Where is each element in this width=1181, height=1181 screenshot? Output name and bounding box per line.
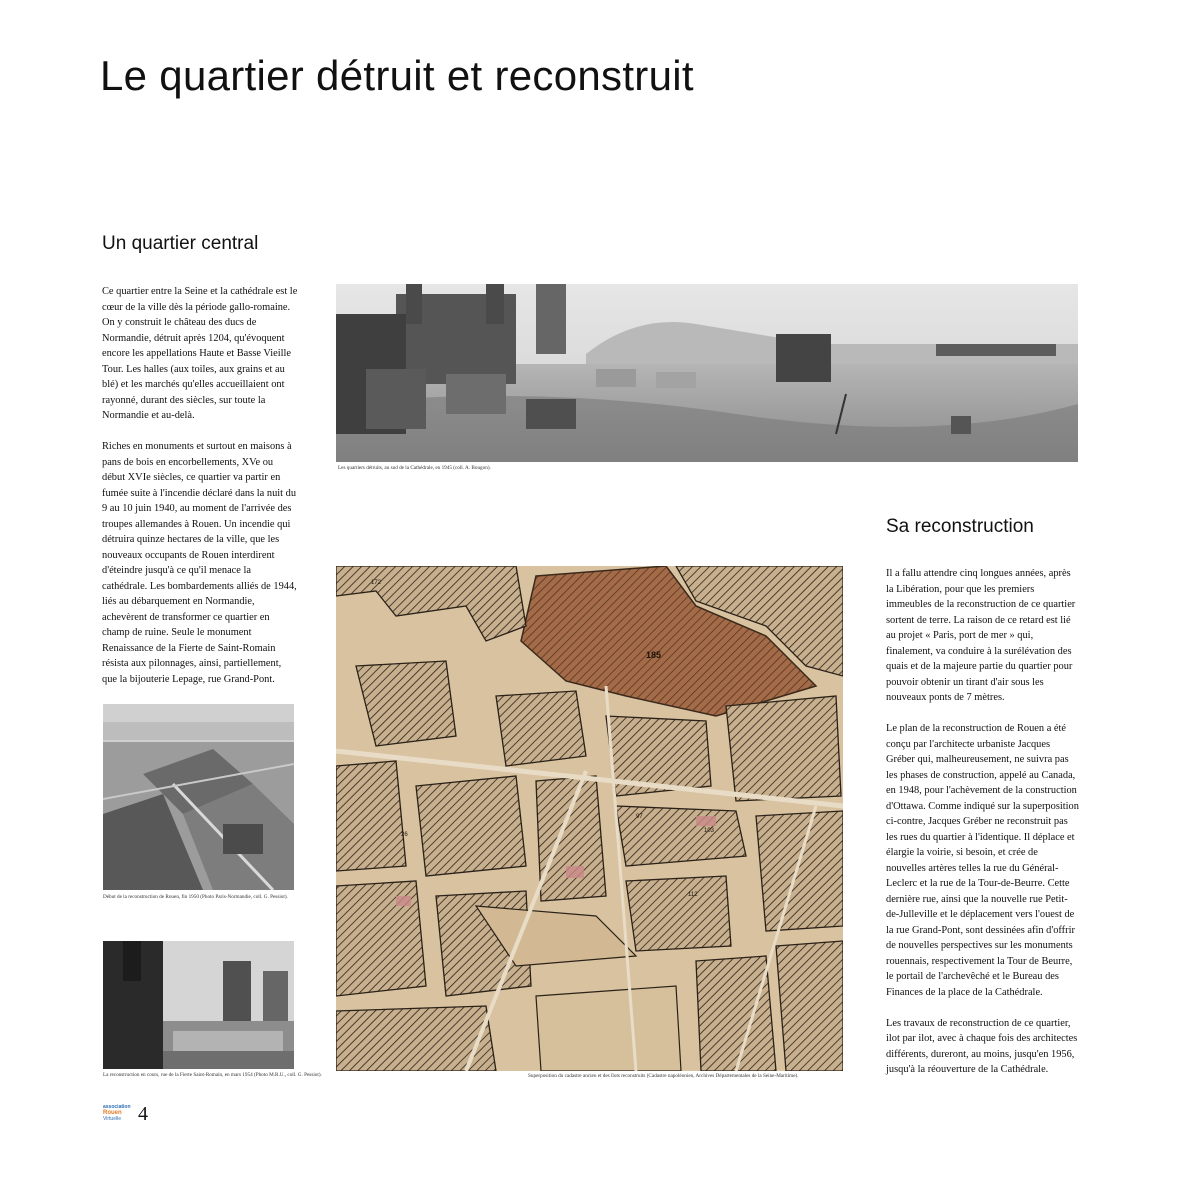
street-image — [103, 941, 294, 1069]
street-caption: La reconstruction en cours, rue de la Fierte Saint-Romain, en mars 1954 (Photo M.R.U., coll. G. Pessiot). — [103, 1072, 322, 1078]
rouen-virtuelle-logo — [103, 1104, 137, 1124]
panorama-photo — [336, 284, 1078, 462]
section-heading-central: Un quartier central — [102, 233, 259, 254]
page-title: Le quartier détruit et reconstruit — [100, 52, 694, 99]
aerial-caption: Début de la reconstruction de Rouen, fin 1950 (Photo Paris-Normandie, coll. G. Pessiot). — [103, 894, 288, 900]
aerial-image — [103, 704, 294, 890]
map-label: 26 — [401, 832, 408, 838]
street-photo — [103, 941, 294, 1069]
page-number: 4 — [138, 1103, 148, 1125]
panorama-caption: Les quartiers détruits, au sud de la Cathédrale, en 1945 (coll. A. Bougon). — [338, 465, 491, 471]
reconstruction-text — [886, 566, 1080, 1093]
map-label: 97 — [636, 814, 643, 820]
cadastre-image — [336, 566, 843, 1071]
section-heading-reconstruction: Sa reconstruction — [886, 516, 1034, 537]
logo-line: Virtuelle — [103, 1116, 121, 1122]
central-text — [102, 284, 298, 703]
map-label: 185 — [646, 650, 662, 660]
reconstruction-paragraph: Le plan de la reconstruction de Rouen a été conçu par l'architecte urbaniste Jacques Gréber qui, malheureusement, ne suivra pas les phases de construction, appelé au Canada, en 1948, pour l'achèvement de la construction d'Ottawa. Comme indiqué sur la superposition ci-contre, Jacques Gréber ne reconstruit pas les rues du quartier à l'identique. Il déplace et élargie la voirie, si besoin, et crée de nouvelles artères telles la rue du Général-Leclerc et la rue de la Tour-de-Beurre. Cette dernière rue, ainsi que la nouvelle rue Petit-de-Julleville et le déplacement vers l'ouest de la rue Grand-Pont, sont dessinées afin d'offrir de nouvelles perspectives sur les monuments rouennais, respectivement la Tour de Beurre, le portail de l'archevêché et le Bureau des Finances de la place de la Cathédrale. — [886, 723, 1079, 998]
panorama-image — [336, 284, 1078, 462]
logo-line: association — [103, 1104, 131, 1110]
reconstruction-paragraph: Il a fallu attendre cinq longues années, après la Libération, pour que les premiers immeubles de la reconstruction de ce quartier sortent de terre. La raison de ce retard est lié au projet « Paris, port de mer » qui, finalement, va conduire à la surélévation des quais et de la majeure partie du quartier pour pouvoir obtenir un tirant d'air sous les nouveaux ponts de 7 mètres. — [886, 568, 1076, 703]
map-label: 112 — [688, 892, 698, 898]
map-label: 103 — [704, 828, 715, 834]
map-label: 172 — [371, 580, 382, 586]
logo-line: Rouen — [103, 1110, 122, 1116]
reconstruction-paragraph: Les travaux de reconstruction de ce quartier, ilot par ilot, avec à chaque fois des architectes différents, dureront, au moins, jusqu'en 1956, jusqu'à la réouverture de la Cathédrale. — [886, 1017, 1078, 1075]
central-paragraph: Ce quartier entre la Seine et la cathédrale est le cœur de la ville dès la période gallo-romaine. On y construit le château des ducs de Normandie, détruit après 1204, qu'évoquent encore les appellations Haute et Basse Vieille Tour. Les halles (aux toiles, aux grains et au blé) et les marchés qu'elles accueillaient ont rayonné, durant des siècles, sur toute la Normandie et au-delà. — [102, 286, 298, 421]
map-caption: Superposition du cadastre ancien et des îlots reconstruits (Cadastre napoléonien, Archives Départementales de la Seine-Maritime). — [528, 1073, 799, 1079]
cadastre-map — [336, 566, 843, 1071]
central-paragraph: Riches en monuments et surtout en maisons à pans de bois en encorbellements, XVe ou début XVIe siècles, ce quartier va partir en fumée suite à l'incendie déclaré dans la nuit du 9 au 10 juin 1940, au moment de l'arrivée des troupes allemandes à Rouen. Un incendie qui détruira quinze hectares de la ville, que les nouveaux occupants de Rouen interdirent d'éteindre jusqu'à ce qu'il menace la cathédrale. Les bombardements alliés de 1944, liés au débarquement en Normandie, achevèrent de transformer ce quartier en champ de ruine. Seule le monument Renaissance de la Fierte de Saint-Romain résista aux pilonnages, ainsi, partiellement, que la bijouterie Lepage, rue Grand-Pont. — [102, 441, 297, 685]
aerial-photo — [103, 704, 294, 890]
